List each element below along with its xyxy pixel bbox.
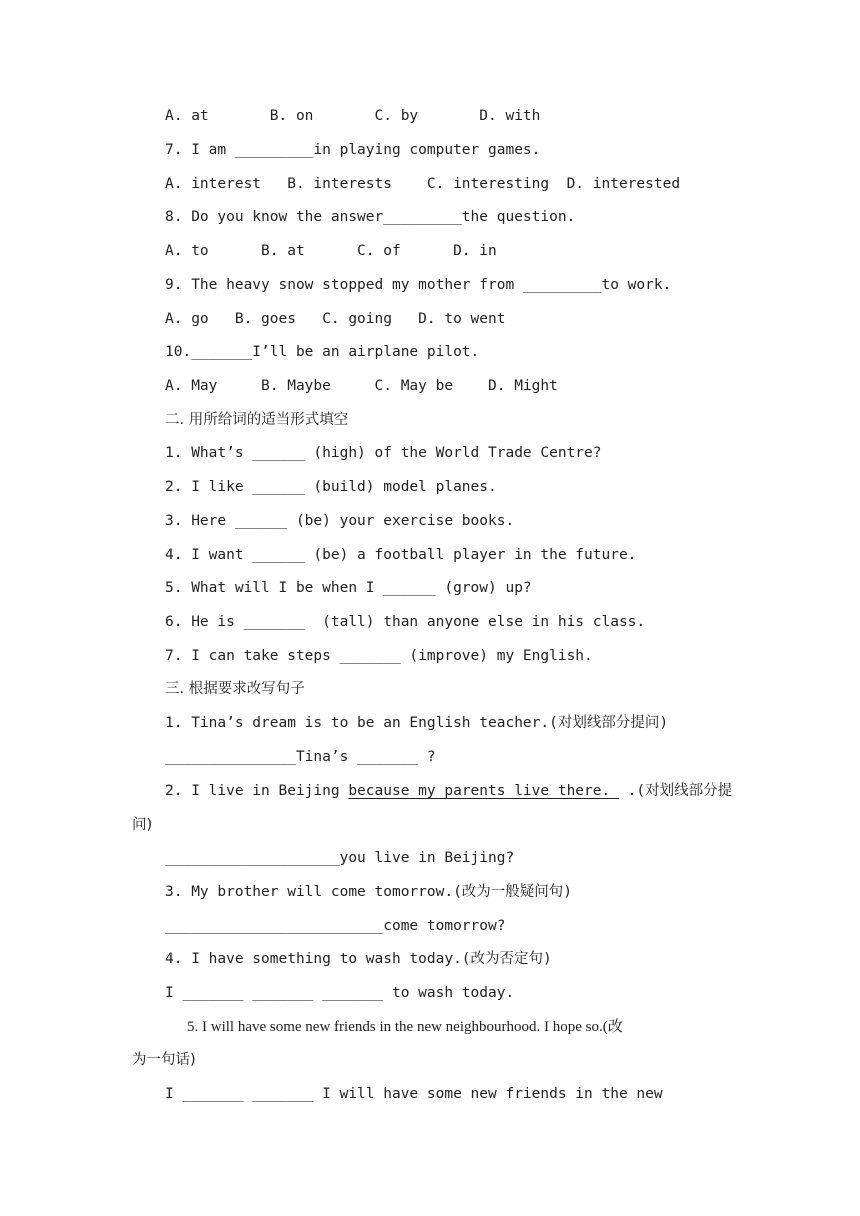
fill-5: 5. What will I be when I ______ (grow) up? <box>165 580 532 596</box>
rewrite-5-wrap: 为一句话) <box>132 1052 196 1068</box>
q7-stem: 7. I am _________in playing computer games. <box>165 142 541 158</box>
q7-options: A. interest B. interests C. interesting D. interested <box>165 176 681 192</box>
q10-options: A. May B. Maybe C. May be D. Might <box>165 378 558 394</box>
q8-options: A. to B. at C. of D. in <box>165 243 497 259</box>
rewrite-4-answer: I _______ _______ _______ to wash today. <box>165 985 515 1001</box>
rewrite-2-answer: ____________________you live in Beijing? <box>165 850 515 866</box>
rewrite-3-answer: _________________________come tomorrow? <box>165 918 506 934</box>
q8-stem: 8. Do you know the answer_________the question. <box>165 209 576 225</box>
section-2-heading: 二. 用所给词的适当形式填空 <box>165 412 349 428</box>
rewrite-2-wrap: 问) <box>132 817 153 833</box>
section-3-heading: 三. 根据要求改写句子 <box>165 681 305 697</box>
fill-4: 4. I want ______ (be) a football player in the future. <box>165 547 637 563</box>
q6-options: A. at B. on C. by D. with <box>165 108 541 124</box>
fill-2: 2. I like ______ (build) model planes. <box>165 479 497 495</box>
rewrite-5: 5. I will have some new friends in the new neighbourhood. I hope so.(改 <box>187 1019 623 1035</box>
rewrite-2-start: 2. I live in Beijing <box>165 783 349 799</box>
q9-stem: 9. The heavy snow stopped my mother from _________to work. <box>165 277 672 293</box>
fill-6: 6. He is _______ (tall) than anyone else in his class. <box>165 614 646 630</box>
rewrite-3: 3. My brother will come tomorrow.(改为一般疑问句) <box>165 884 573 900</box>
q9-options: A. go B. goes C. going D. to went <box>165 311 506 327</box>
rewrite-2-instruction: .(对划线部分提 <box>618 783 733 799</box>
rewrite-1: 1. Tina’s dream is to be an English teacher.(对划线部分提问) <box>165 715 669 731</box>
fill-7: 7. I can take steps _______ (improve) my English. <box>165 648 593 664</box>
underlined-phrase: because my parents live there. <box>348 783 619 799</box>
fill-3: 3. Here ______ (be) your exercise books. <box>165 513 515 529</box>
rewrite-4: 4. I have something to wash today.(改为否定句) <box>165 951 552 967</box>
rewrite-2 <box>165 781 732 801</box>
fill-1: 1. What’s ______ (high) of the World Trade Centre? <box>165 445 602 461</box>
rewrite-1-answer: _______________Tina’s _______ ? <box>165 749 436 765</box>
q10-stem: 10._______I’ll be an airplane pilot. <box>165 344 480 360</box>
rewrite-5-answer: I _______ _______ I will have some new friends in the new <box>165 1086 663 1102</box>
